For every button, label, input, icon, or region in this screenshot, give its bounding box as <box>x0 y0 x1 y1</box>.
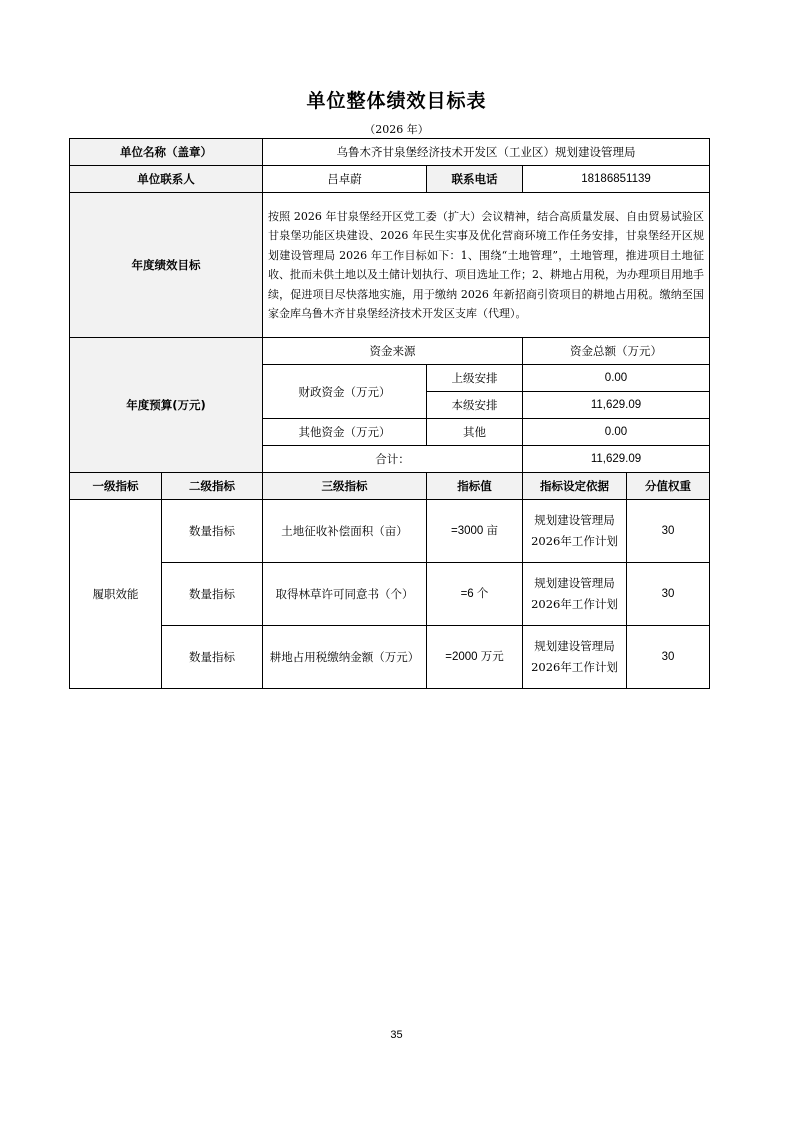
level1-value: 履职效能 <box>70 500 162 689</box>
level3-value: 土地征收补偿面积（亩） <box>263 500 427 563</box>
sum-value: 11,629.09 <box>523 446 710 473</box>
other-funds-label: 其他资金（万元） <box>263 419 427 446</box>
header-level2: 二级指标 <box>162 473 263 500</box>
indicator-weight: 30 <box>627 563 710 626</box>
unit-name-value: 乌鲁木齐甘泉堡经济技术开发区（工业区）规划建设管理局 <box>263 139 710 166</box>
other-value: 0.00 <box>523 419 710 446</box>
indicator-value: =6 个 <box>427 563 523 626</box>
fund-total-header: 资金总额（万元） <box>523 338 710 365</box>
superior-label: 上级安排 <box>427 365 523 392</box>
page-number: 35 <box>390 1029 403 1041</box>
page-title: 单位整体绩效目标表 <box>306 90 487 112</box>
superior-value: 0.00 <box>523 365 710 392</box>
indicator-weight: 30 <box>627 500 710 563</box>
sum-label: 合计： <box>263 446 523 473</box>
header-basis: 指标设定依据 <box>523 473 627 500</box>
fiscal-funds-label: 财政资金（万元） <box>263 365 427 419</box>
contact-label: 单位联系人 <box>70 166 263 193</box>
goal-text: 按照 2026 年甘泉堡经开区党工委（扩大）会议精神，结合高质量发展、自由贸易试验区甘泉堡功能区块建设、2026 年民生实事及优化营商环境工作任务安排，甘泉堡经开区规划建设管理局 2026 年工作目标如下：1、围绕“土地管理”，土地管理，推进项目土地征收、批而未供土地以及土储计划执行、项目选址工作；2、耕地占用税，为办理项目用地手续，促进项目尽快落地实施，用于缴纳 2026 年新招商引资项目的耕地占用税。缴纳至国家金库乌鲁木齐甘泉堡经济技术开发区支库（代理）。 <box>263 193 710 338</box>
other-sub-label: 其他 <box>427 419 523 446</box>
local-label: 本级安排 <box>427 392 523 419</box>
phone-value: 18186851139 <box>523 166 710 193</box>
goal-label: 年度绩效目标 <box>70 193 263 338</box>
header-value: 指标值 <box>427 473 523 500</box>
level2-value: 数量指标 <box>162 500 263 563</box>
level3-value: 耕地占用税缴纳金额（万元） <box>263 626 427 689</box>
indicator-value: =2000 万元 <box>427 626 523 689</box>
header-level3: 三级指标 <box>263 473 427 500</box>
header-weight: 分值权重 <box>627 473 710 500</box>
local-value: 11,629.09 <box>523 392 710 419</box>
fund-source-header: 资金来源 <box>263 338 523 365</box>
indicator-weight: 30 <box>627 626 710 689</box>
indicator-value: =3000 亩 <box>427 500 523 563</box>
phone-label: 联系电话 <box>427 166 523 193</box>
level2-value: 数量指标 <box>162 626 263 689</box>
performance-table <box>69 138 710 689</box>
table-row <box>70 563 710 626</box>
table-row <box>70 500 710 563</box>
header-level1: 一级指标 <box>70 473 162 500</box>
budget-label: 年度预算(万元) <box>70 338 263 473</box>
level2-value: 数量指标 <box>162 563 263 626</box>
level3-value: 取得林草许可同意书（个） <box>263 563 427 626</box>
indicator-basis: 规划建设管理局2026年工作计划 <box>523 563 627 626</box>
unit-name-label: 单位名称（盖章） <box>70 139 263 166</box>
indicator-basis: 规划建设管理局2026年工作计划 <box>523 500 627 563</box>
contact-value: 吕卓蔚 <box>263 166 427 193</box>
year-label: （2026 年） <box>364 123 429 136</box>
table-row <box>70 626 710 689</box>
indicator-basis: 规划建设管理局2026年工作计划 <box>523 626 627 689</box>
